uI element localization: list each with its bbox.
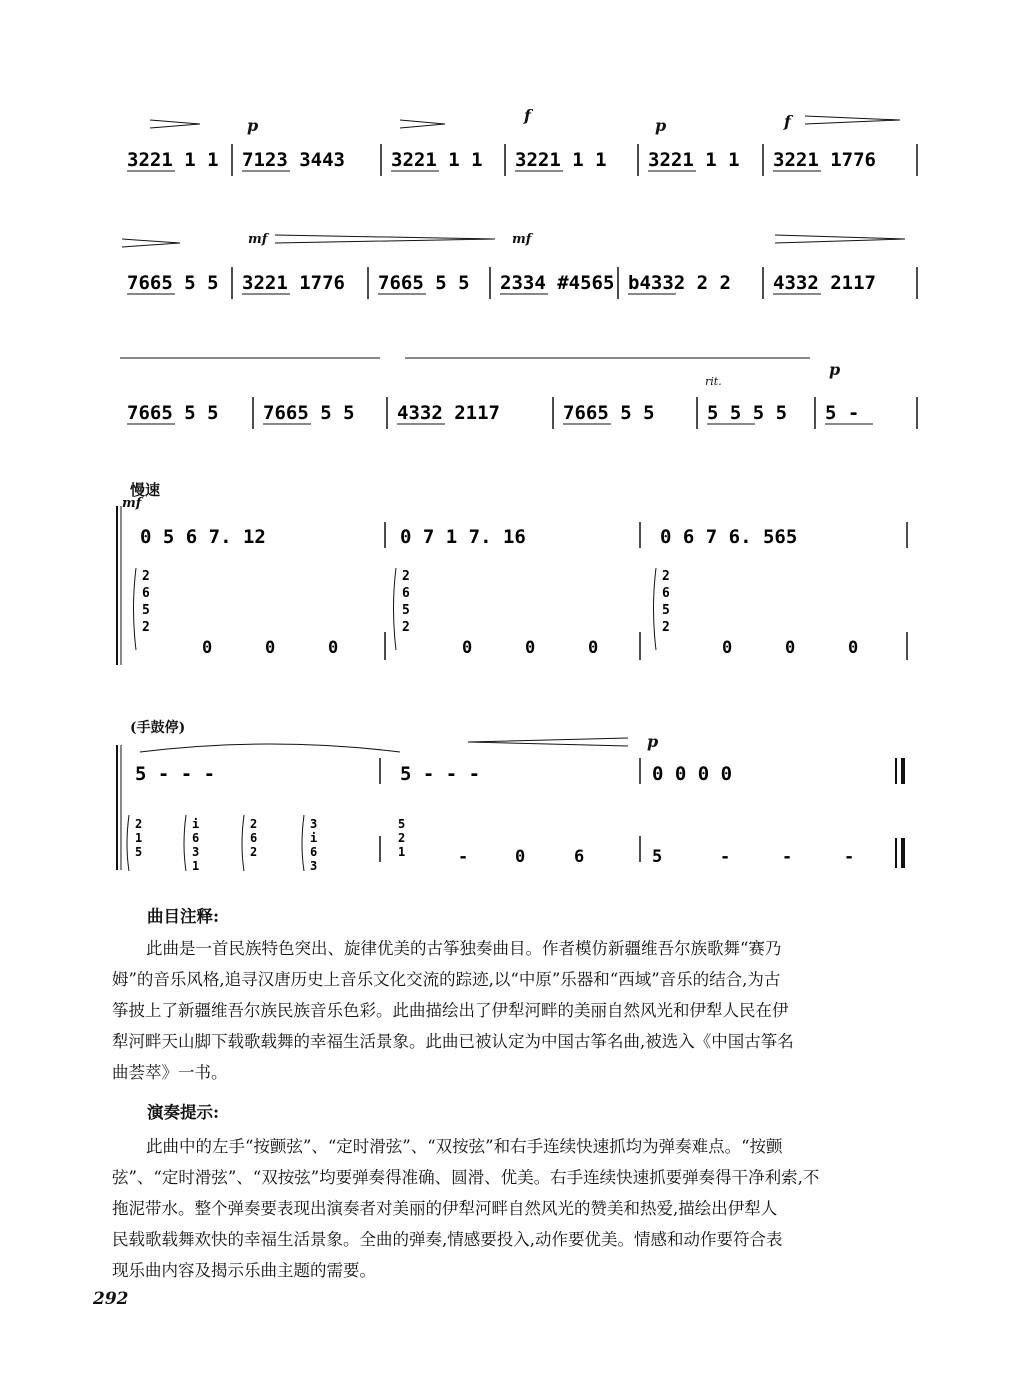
accomp-note: 5: [662, 603, 670, 618]
accomp-note: 6: [250, 831, 258, 845]
decrescendo-hairpin: [775, 235, 905, 243]
measure-notes: 3221 1776: [773, 149, 876, 171]
arpeggio-mark: [134, 568, 137, 650]
rest-zero: 0: [722, 638, 733, 658]
rest-zero: 0: [265, 638, 276, 658]
measure-notes: 4332 2117: [397, 402, 500, 424]
measure-notes: 3221 1776: [242, 272, 345, 294]
accomp-note: 5: [398, 817, 406, 831]
rest-zero: 0: [588, 638, 599, 658]
dyn-f-2: f: [784, 112, 791, 131]
dyn-p-3: p: [829, 360, 841, 379]
measure-notes: 7665 5 5: [127, 272, 219, 294]
score-final-section: [117, 738, 903, 873]
accomp-note: 6: [142, 586, 150, 601]
measure-notes: 4332 2117: [773, 272, 876, 294]
tips-heading: 演奏提示:: [147, 1103, 220, 1122]
accomp-note: 6: [192, 831, 200, 845]
measure-notes: b4332 2 2: [628, 272, 731, 294]
measure-notes: 7665 5 5: [563, 402, 655, 424]
rest-zero: 0: [328, 638, 339, 658]
accomp-note: 2: [662, 620, 670, 635]
measure-notes: 2334 #4565: [500, 272, 615, 294]
accomp-note: 5: [142, 603, 150, 618]
notes-heading: 曲目注释:: [147, 907, 220, 926]
accomp-note: 5: [652, 847, 663, 867]
accomp-note: 2: [402, 620, 410, 635]
dash: -: [458, 847, 469, 867]
dash: -: [782, 847, 793, 867]
dyn-p-2: p: [655, 116, 667, 135]
tips-line: 民载歌载舞欢快的幸福生活景象。全曲的弹奏,情感要投入,动作要优美。情感和动作要符合表: [112, 1230, 783, 1249]
measure-notes: 5 5 5 5: [707, 402, 788, 424]
dyn-mf-3: mf: [122, 496, 142, 511]
dyn-f-1: f: [524, 106, 531, 125]
dyn-mf-2: mf: [512, 232, 532, 247]
accomp-note: 5: [402, 603, 410, 618]
measure-notes: 7665 5 5: [127, 402, 219, 424]
accomp-note: 1: [398, 845, 406, 859]
decrescendo-hairpin: [122, 239, 180, 247]
slow-melody-measure: 0 7 1 7. 16: [400, 526, 526, 548]
rest-zero: 0: [462, 638, 473, 658]
final-melody-measure: 5 - - -: [400, 763, 481, 785]
measure-notes: 3221 1 1: [391, 149, 483, 171]
dyn-p-4: p: [647, 732, 659, 751]
decrescendo-hairpin: [805, 116, 900, 124]
arpeggio-mark: [654, 568, 657, 650]
decrescendo-hairpin: [150, 120, 200, 128]
accomp-note: 6: [662, 586, 670, 601]
notes-line: 曲荟萃》一书。: [112, 1063, 228, 1082]
notes-line: 此曲是一首民族特色突出、旋律优美的古筝独奏曲目。作者模仿新疆维吾尔族歌舞“赛乃: [146, 939, 782, 958]
rest-zero: 0: [525, 638, 536, 658]
measure-notes: 7665 5 5: [263, 402, 355, 424]
rest-zero: 0: [785, 638, 796, 658]
dyn-rit: rit.: [705, 375, 722, 388]
final-melody-measure: 0 0 0 0: [652, 763, 733, 785]
score-upper-rows: [120, 116, 917, 429]
dyn-p-1: p: [247, 116, 259, 135]
measure-notes: 7123 3443: [242, 149, 345, 171]
rest-zero: 0: [515, 847, 526, 867]
notes-line: 姆”的音乐风格,追寻汉唐历史上音乐文化交流的踪迹,以“中原”乐器和“西域”音乐的结合,为古: [112, 970, 781, 989]
dash: -: [844, 847, 855, 867]
tips-line: 现乐曲内容及揭示乐曲主题的需要。: [112, 1261, 376, 1280]
arpeggio-mark: [394, 568, 397, 650]
accomp-note: 2: [250, 845, 258, 859]
decrescendo-hairpin: [400, 120, 445, 128]
tie-arc: [140, 744, 400, 752]
slow-melody-measure: 0 5 6 7. 12: [140, 526, 266, 548]
accomp-note: i: [192, 817, 200, 831]
measure-notes: 5 -: [825, 402, 860, 424]
score-slow-section: [117, 506, 907, 665]
measure-notes: 7665 5 5: [378, 272, 470, 294]
accomp-note: 3: [310, 817, 318, 831]
slow-melody-measure: 0 6 7 6. 565: [660, 526, 798, 548]
arpeggio-mark: [127, 815, 129, 871]
accomp-note: 2: [398, 831, 406, 845]
dash: -: [720, 847, 731, 867]
page-number: 292: [93, 1289, 129, 1309]
accomp-note: 2: [135, 817, 143, 831]
rest-zero: 0: [202, 638, 213, 658]
accomp-note: 5: [135, 845, 143, 859]
crescendo-hairpin: [468, 738, 628, 746]
measure-notes: 3221 1 1: [648, 149, 740, 171]
notes-line: 筝披上了新疆维吾尔族民族音乐色彩。此曲描绘出了伊犁河畔的美丽自然风光和伊犁人民在伊: [112, 1001, 789, 1020]
accomp-note: 1: [192, 859, 200, 873]
arpeggio-mark: [242, 815, 244, 871]
accomp-note: 2: [402, 569, 410, 584]
dyn-mf-1: mf: [248, 232, 268, 247]
accomp-note: 6: [310, 845, 318, 859]
rest-zero: 0: [848, 638, 859, 658]
measure-notes: 3221 1 1: [515, 149, 607, 171]
notes-line: 犁河畔天山脚下载歌载舞的幸福生活景象。此曲已被认定为中国古筝名曲,被选入《中国古筝名: [112, 1032, 794, 1051]
arpeggio-mark: [302, 815, 304, 871]
final-melody-measure: 5 - - -: [135, 763, 216, 785]
accomp-note: i: [310, 831, 318, 845]
tips-line: 弦”、“定时滑弦”、“双按弦”均要弹奏得准确、圆滑、优美。右手连续快速抓要弹奏得干净利索,不: [112, 1168, 820, 1187]
tips-line: 拖泥带水。整个弹奏要表现出演奏者对美丽的伊犁河畔自然风光的赞美和热爱,描绘出伊犁人: [112, 1199, 778, 1218]
accomp-note: 2: [250, 817, 258, 831]
tempo-marking: 慢速: [130, 481, 161, 499]
accomp-note: 3: [310, 859, 318, 873]
accomp-note: 1: [135, 831, 143, 845]
arpeggio-mark: [184, 815, 186, 871]
accomp-note: 2: [142, 569, 150, 584]
tips-line: 此曲中的左手“按颤弦”、“定时滑弦”、“双按弦”和右手连续快速抓均为弹奏难点。“按颤: [146, 1137, 783, 1156]
accomp-note: 6: [574, 847, 585, 867]
accomp-note: 2: [142, 620, 150, 635]
handdrum-stop-label: (手鼓停): [130, 720, 186, 736]
accomp-note: 6: [402, 586, 410, 601]
accomp-note: 2: [662, 569, 670, 584]
accomp-note: 3: [192, 845, 200, 859]
measure-notes: 3221 1 1: [127, 149, 219, 171]
decrescendo-hairpin: [275, 235, 495, 243]
